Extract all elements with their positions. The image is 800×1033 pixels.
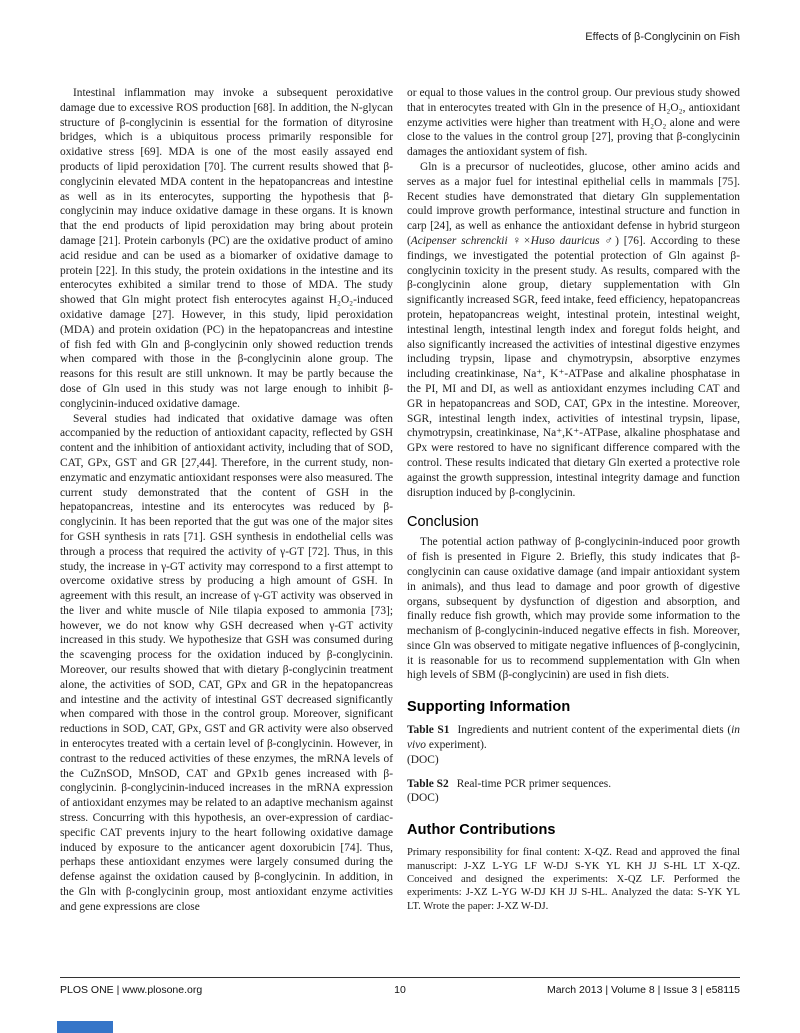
- conclusion-paragraph: The potential action pathway of β-conglycinin-induced poor growth of fish is presented in Figure 2. Briefly, this study indicates that β-conglycinin can cause oxidative damage (and impair antioxidant system in animals), and thus lead to damage and poor growth of digestive organs, subsequent by dysfunction of digestion and absorption, and finally reduce fish growth, which may provide some information to the mechanism of β-conglycinin-induced negative effects in fish. Moreover, since Gln was observed to mitigate negative influences of β-conglycinin, it is reasonable for us to recommend supplementation with Gln when high levels of SBM (β-conglycinin) are used in fish diets.: [407, 536, 740, 682]
- footer-issue-info: March 2013 | Volume 8 | Issue 3 | e58115: [546, 984, 740, 996]
- footer-page-number: 10: [394, 984, 406, 996]
- paragraph: or equal to those values in the control group. Our previous study showed that in enterocytes treated with Gln in the presence of H₂O₂, antioxidant enzyme activities were higher than treatment with H₂O₂ alone and were close to the values in the control group [27], proving that β-conglycinin damages the antioxidant system of fish.: [407, 87, 740, 159]
- right-column: [407, 86, 740, 915]
- supporting-item-text: [407, 777, 740, 792]
- left-column: [60, 86, 393, 915]
- author-contributions-text: Primary responsibility for final content: X-QZ. Read and approved the final manuscript: J-XZ L-YG LF W-DJ S-YK YL KH JJ S-HL LT X-QZ. Conceived and designed the experiments: X-QZ LF. Performed the experiments: J-XZ L-YG W-DJ KH JJ S-HL. Analyzed the data: S-YK YL LT. Wrote the paper: J-XZ W-DJ.: [407, 847, 740, 912]
- footer-journal: PLOS ONE | www.plosone.org: [60, 984, 203, 996]
- table-s1-description: Ingredients and nutrient content of the experimental diets (in vivo experiment).: [407, 724, 741, 752]
- author-contributions-heading: Author Contributions: [407, 822, 556, 839]
- table-s2-format: (DOC): [407, 792, 439, 805]
- table-s1-format: (DOC): [407, 753, 439, 766]
- running-head: Effects of β-Conglycinin on Fish: [585, 31, 740, 43]
- table-s2-description: Real-time PCR primer sequences.: [456, 777, 612, 790]
- table-s2-label: Table S2: [407, 777, 449, 790]
- conclusion-heading: Conclusion: [407, 514, 479, 531]
- supporting-item-table-s2: [407, 777, 740, 807]
- article-body: [60, 86, 740, 915]
- supporting-information-heading: Supporting Information: [407, 699, 571, 716]
- table-s1-label: Table S1: [407, 724, 450, 737]
- page-footer: [60, 977, 740, 996]
- paragraph: Intestinal inflammation may invoke a subsequent peroxidative damage due to excessive ROS production [68]. In addition, the N-glycan structure of β-conglycinin is essential for the formation of dityrosine bridges, which is a ubiquitous process primarily responsible for oxidative stress [69]. MDA is one of the most easily assayed end products of lipid peroxidation [70]. The current results showed that β-conglycinin elevated MDA content in the hepatopancreas and intestine as well as in its enterocytes, supporting the hypothesis that β-conglycinin may induce oxidative damage in these organs. It is known that the end products of lipid peroxidation may bring about protein damage [21]. Protein carbonyls (PC) are the oxidative product of amino acid residue and can be used as a biomarker of oxidative damage to protein [22]. In this study, the protein oxidations in the intestine and its enterocytes exhibited a similar trend to those of MDA. The study showed that Gln might protect fish enterocytes against H₂O₂-induced oxidative damage [27]. However, in this study, lipid peroxidation (MDA) and protein oxidation (PC) in the hepatopancreas and intestine of fish fed with Gln and β-conglycinin only showed reduction trends when compared with those in the β-conglycinin alone group. The reasons for this result are still unknown. It may be partly because the dose of Gln used in this study was not large enough to inhibit β-conglycinin-induced oxidative damage.: [60, 87, 393, 410]
- supporting-item-text: [407, 723, 740, 753]
- next-page-figure-fragment: [57, 1021, 113, 1033]
- supporting-item-table-s1: [407, 723, 740, 767]
- paragraph: Gln is a precursor of nucleotides, glucose, other amino acids and serves as a major fuel for intestinal epithelial cells in mammals [75]. Recent studies have demonstrated that dietary Gln supplementation could improve growth performance, intestinal structure and function in carp [24], as well as enhance the antioxidant defense in hybrid sturgeon (Acipenser schrenckii ♀×Huso dauricus ♂) [76]. According to these findings, we investigated the potential protection of Gln against β-conglycinin toxicity in the present study. As results, compared with the β-conglycinin alone group, dietary supplementation with Gln significantly increased SGR, feed intake, feed efficiency, hepatopancreas protein, hepatopancreas weight, intestinal protein, intestinal weight, intestinal length, intestinal length index and foregut folds height, and also significantly increased the activities of intestinal digestive enzymes including trypsin, lipase and chymotrypsin, absorptive enzymes including creatinkinase, Na⁺, K⁺-ATPase and alkaline phosphatase in the PI, MI and DI, as well as antioxidant enzymes including CAT and GR in hepatopancreas and SOD, CAT, GPx in the intestine. Moreover, SGR, intestinal length index, activities of intestinal trypsin, lipase, chymotrypsin, creatinkinase, Na⁺,K⁺-ATPase, alkaline phosphatase and GPx were restored to have no significant difference compared with the control. These results indicated that dietary Gln exerted a protective role against the growth suppression, intestinal integrity damage and function disruption induced by β-conglycinin.: [407, 160, 740, 499]
- paragraph: Several studies had indicated that oxidative damage was often accompanied by the reduction of antioxidant capacity, reflected by GSH content and the inhibition of antioxidant activity, including that of SOD, CAT, GPx, GST and GR [27,44]. Therefore, in the current study, non-enzymatic and enzymatic antioxidant responses were also measured. The current study demonstrated that the content of GSH in the hepatopancreas, intestine and its enterocytes was reduced by β-conglycinin. It has been reported that the gut was one of the major sites for GSH synthesis in rats [71]. GSH synthesis in endothelial cells was through a process that required the activity of γ-GT [72]. Thus, in this study, the increase in γ-GT activity may correspond to a first attempt to overcome oxidative stress by producing a high amount of GSH. In agreement with this result, an increase of γ-GT activity was observed in the liver and white muscle of Nile tilapia exposed to ammonia [73]; however, we do not know why GSH decreased when γ-GT activity increased in this study. We hypothesize that GSH was consumed during the scavenging process for the oxidation induced by β-conglycinin. Moreover, our results showed that with dietary β-conglycinin treatment alone, the activities of SOD, CAT, GPx and GR in the hepatopancreas and intestine and the activity of intestinal GST decreased significantly when compared with those in the control group. Moreover, significant reductions in SOD, CAT, GPx, GST and GR activity were also observed in enterocytes treated with a certain level of β-conglycinin. However, in contrast to the reduced activities of these enzymes, the mRNA levels of the CuZnSOD, MnSOD, CAT and GPx1b genes increased with β-conglycinin. β-conglycinin-induced increases in the mRNA expression of antioxidant enzymes may be related to an adaptive mechanism against stress. Concurring with this hypothesis, an over-expression of cardiac-specific CAT prevents injury to the heart following oxidative damage induced by exposure to the anticancer agent doxorubicin [74]. Thus, perhaps these antioxidant enzymes were largely consumed during the defense against the oxidation caused by β-conglycinin. In addition, in the Gln with β-conglycinin group, most antioxidant enzyme activities and gene expressions are close: [60, 412, 393, 913]
